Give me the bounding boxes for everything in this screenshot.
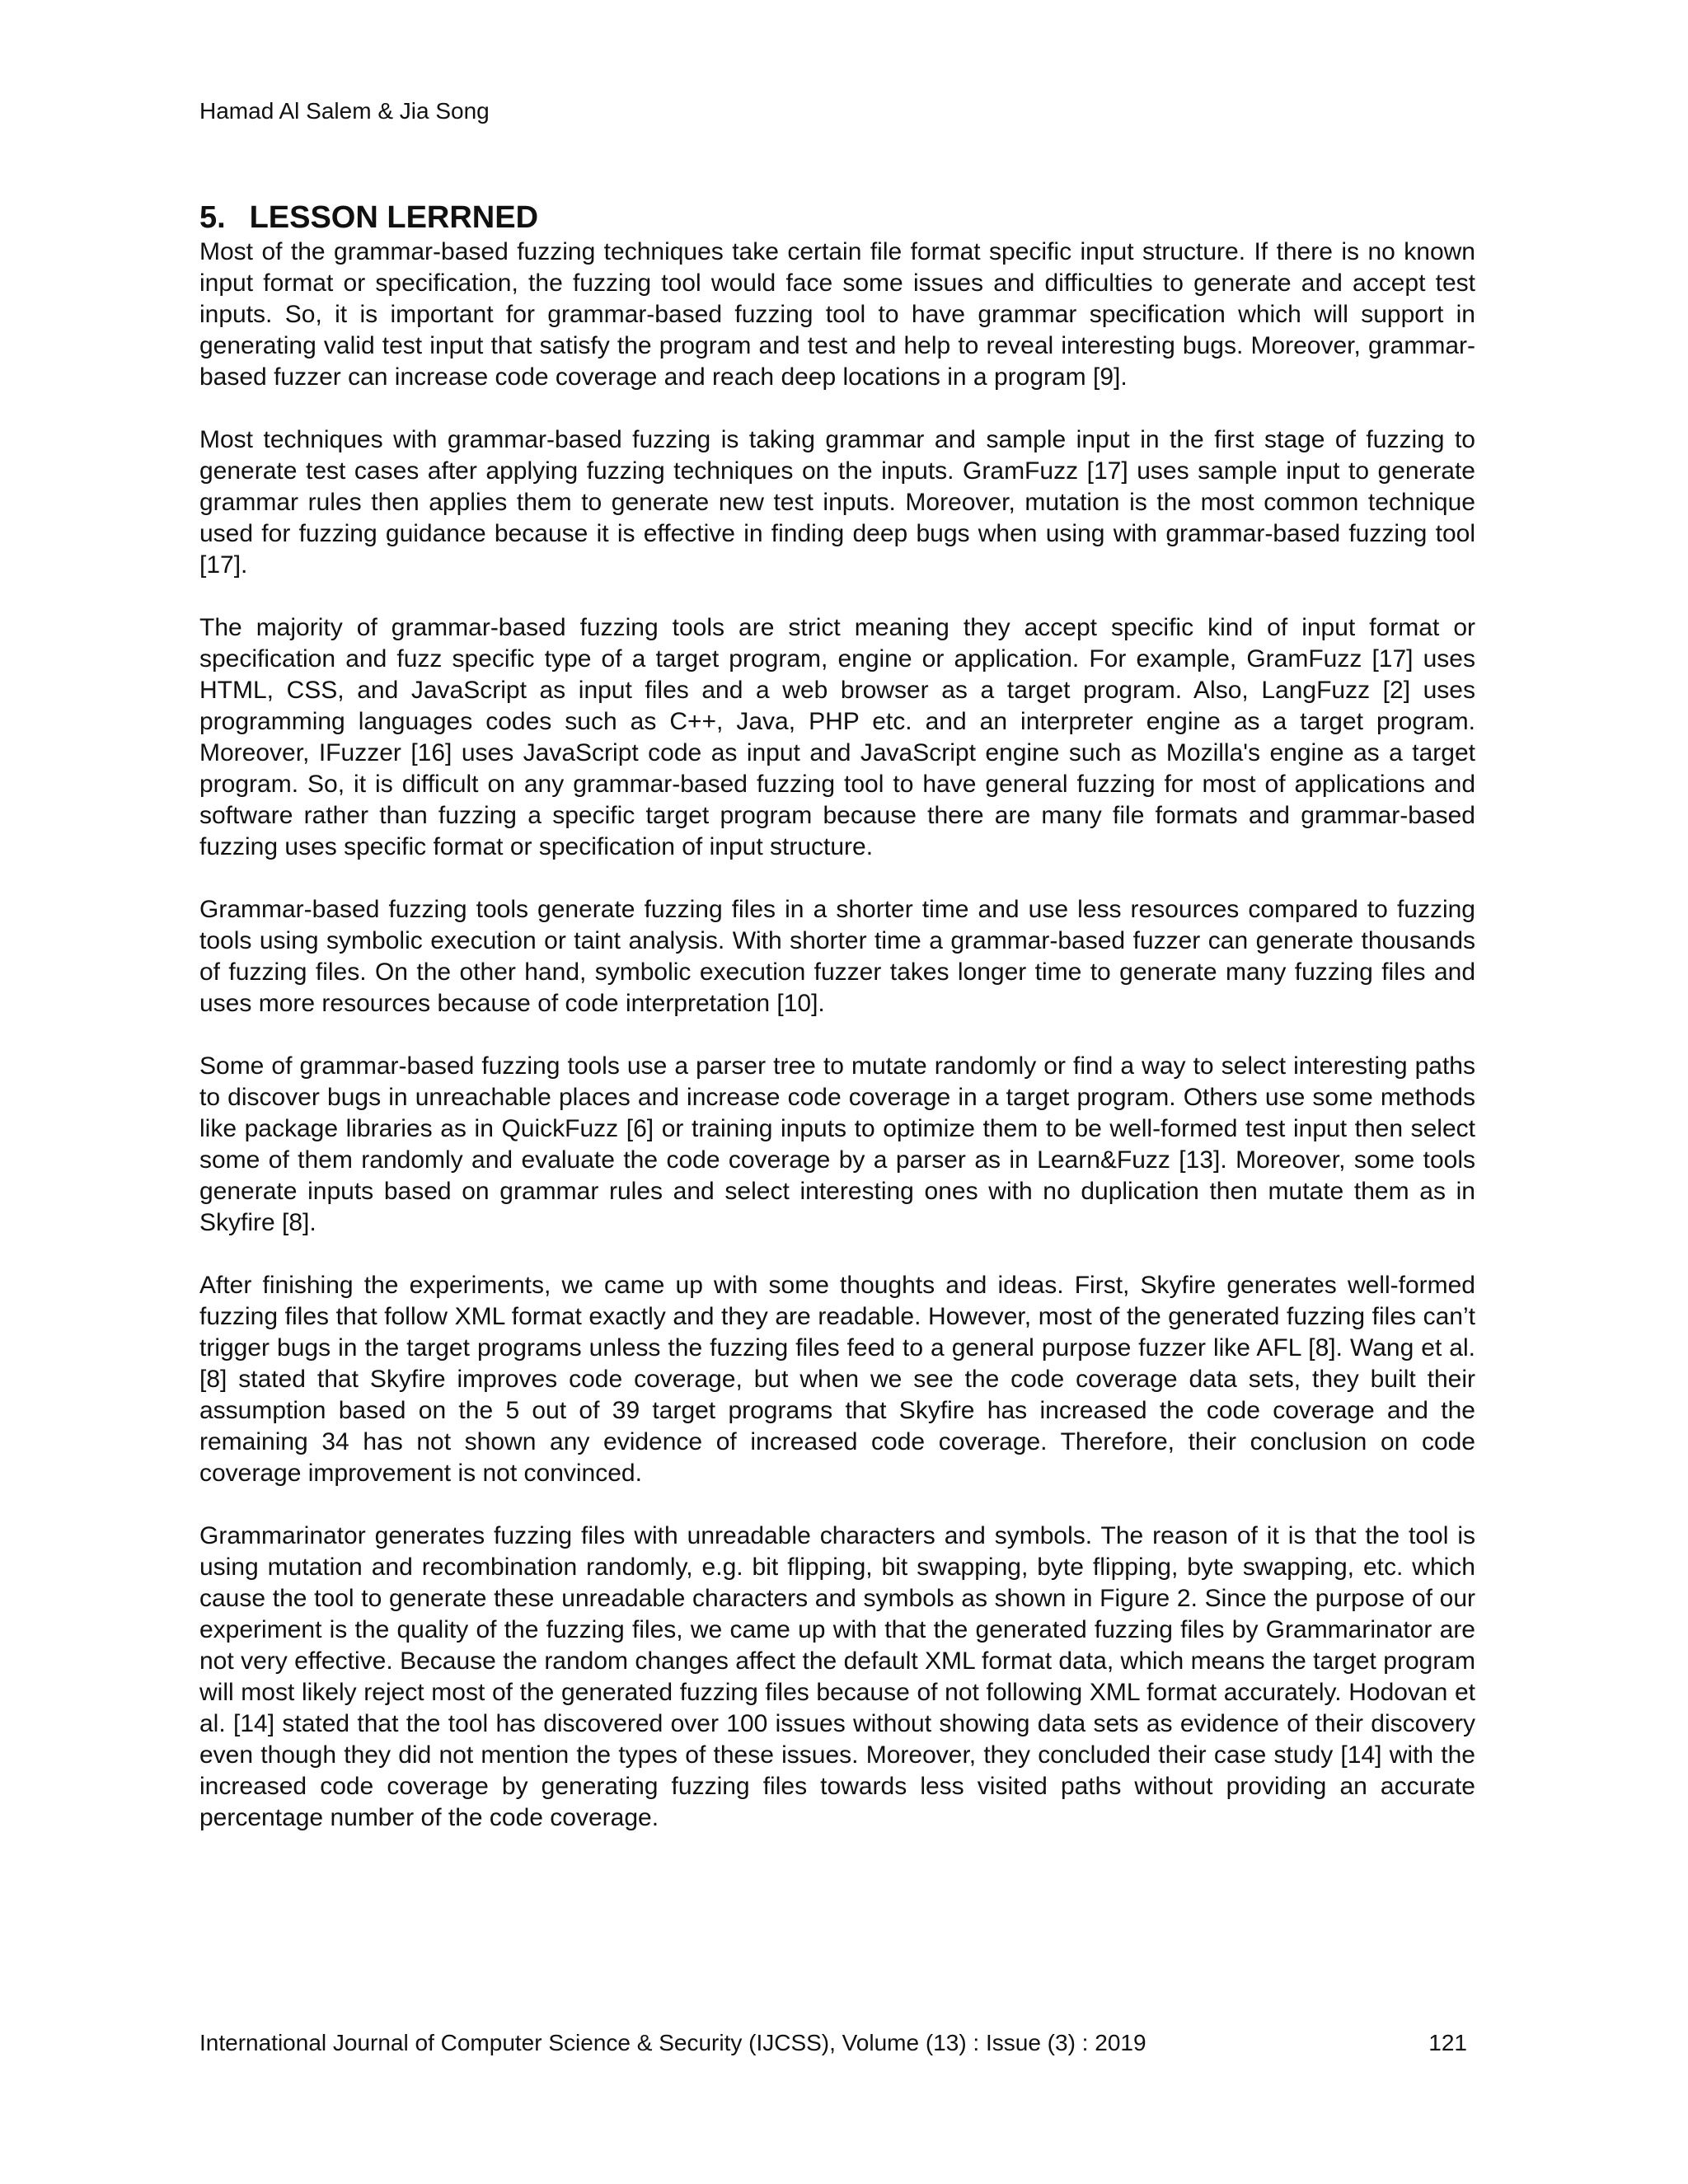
paragraph-2: Most techniques with grammar-based fuzzing is taking grammar and sample input in the first stage of fuzzing to generate test cases after applying fuzzing techniques on the inputs. GramFuzz [17] uses sample input to generate grammar rules then applies them to generate new test inputs. Moreover, mutation is the most common technique used for fuzzing guidance because it is effective in finding deep bugs when using with grammar-based fuzzing tool [17]. (199, 426, 1475, 579)
main-content (199, 199, 1475, 1865)
paragraph-5: Some of grammar-based fuzzing tools use a parser tree to mutate randomly or find a way to select interesting paths to discover bugs in unreachable places and increase code coverage in a target program. Others use some methods like package libraries as in QuickFuzz [6] or training inputs to optimize them to be well-formed test input then select some of them randomly and evaluate the code coverage by a parser as in Learn&Fuzz [13]. Moreover, some tools generate inputs based on grammar rules and select interesting ones with no duplication then mutate them as in Skyfire [8]. (199, 1052, 1475, 1236)
section-heading (199, 199, 1475, 237)
section-title: LESSON LERRNED (249, 200, 539, 235)
paragraph-7: Grammarinator generates fuzzing files with unreadable characters and symbols. The reason of it is that the tool is using mutation and recombination randomly, e.g. bit flipping, bit swapping, byte flipping, byte swapping, etc. which cause the tool to generate these unreadable characters and symbols as shown in Figure 2. Since the purpose of our experiment is the quality of the fuzzing files, we came up with that the generated fuzzing files by Grammarinator are not very effective. Because the random changes affect the default XML format data, which means the target program will most likely reject most of the generated fuzzing files because of not following XML format accurately. Hodovan et al. [14] stated that the tool has discovered over 100 issues without showing data sets as evidence of their discovery even though they did not mention the types of these issues. Moreover, they concluded their case study [14] with the increased code coverage by generating fuzzing files towards less visited paths without providing an accurate percentage number of the code coverage. (199, 1522, 1475, 1831)
running-header: Hamad Al Salem & Jia Song (199, 98, 490, 124)
paragraph-4: Grammar-based fuzzing tools generate fuzzing files in a shorter time and use less resources compared to fuzzing tools using symbolic execution or taint analysis. With shorter time a grammar-based fuzzer can generate thousands of fuzzing files. On the other hand, symbolic execution fuzzer takes longer time to generate many fuzzing files and uses more resources because of code interpretation [10]. (199, 896, 1475, 1017)
paragraph-3: The majority of grammar-based fuzzing tools are strict meaning they accept specific kind of input format or specification and fuzz specific type of a target program, engine or application. For example, GramFuzz [17] uses HTML, CSS, and JavaScript as input files and a web browser as a target program. Also, LangFuzz [2] uses programming languages codes such as C++, Java, PHP etc. and an interpreter engine as a target program. Moreover, IFuzzer [16] uses JavaScript code as input and JavaScript engine such as Mozilla's engine as a target program. So, it is difficult on any grammar-based fuzzing tool to have general fuzzing for most of applications and software rather than fuzzing a specific target program because there are many file formats and grammar-based fuzzing uses specific format or specification of input structure. (199, 614, 1475, 860)
section-number: 5. (199, 200, 226, 235)
paragraph-6: After finishing the experiments, we came up with some thoughts and ideas. First, Skyfire generates well-formed fuzzing files that follow XML format exactly and they are readable. However, most of the generated fuzzing files can’t trigger bugs in the target programs unless the fuzzing files feed to a general purpose fuzzer like AFL [8]. Wang et al. [8] stated that Skyfire improves code coverage, but when we see the code coverage data sets, they built their assumption based on the 5 out of 39 target programs that Skyfire has increased the code coverage and the remaining 34 has not shown any evidence of increased code coverage. Therefore, their conclusion on code coverage improvement is not convinced. (199, 1272, 1475, 1487)
paragraph-1: Most of the grammar-based fuzzing techniques take certain file format specific input structure. If there is no known input format or specification, the fuzzing tool would face some issues and difficulties to generate and accept test inputs. So, it is important for grammar-based fuzzing tool to have grammar specification which will support in generating valid test input that satisfy the program and test and help to reveal interesting bugs. Moreover, grammar-based fuzzer can increase code coverage and reach deep locations in a program [9]. (199, 238, 1475, 391)
page-number: 121 (1428, 2030, 1467, 2055)
journal-citation: International Journal of Computer Science & Security (IJCSS), Volume (13) : Issue (3) : 2019 (199, 2030, 1146, 2055)
